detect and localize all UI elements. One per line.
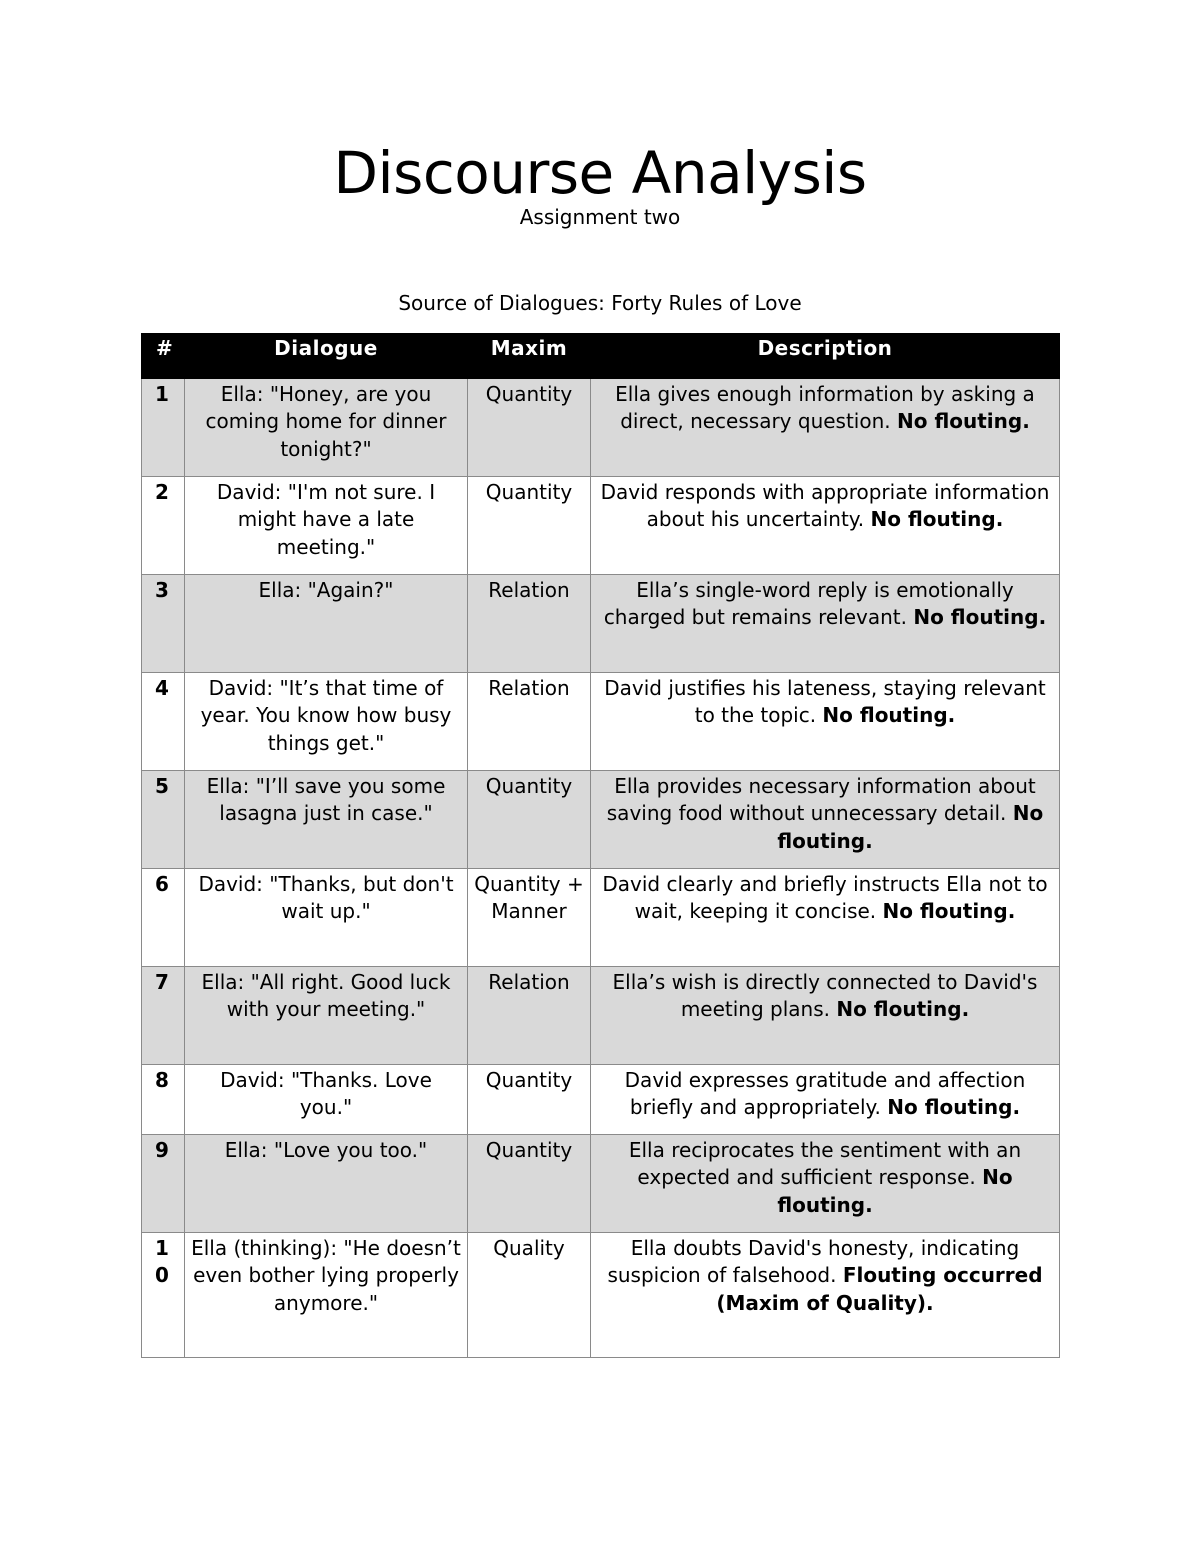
row-number: 9: [142, 1135, 185, 1233]
table-header-row: [142, 334, 1060, 379]
table-row: [142, 575, 1060, 673]
verdict-text: No flouting.: [882, 899, 1016, 924]
row-dialogue: Ella: "Love you too.": [185, 1135, 468, 1233]
table-row: [142, 379, 1060, 477]
row-maxim: Relation: [468, 575, 591, 673]
table-row: [142, 967, 1060, 1065]
row-description: [591, 967, 1060, 1065]
row-dialogue: David: "It’s that time of year. You know how busy things get.": [185, 673, 468, 771]
row-dialogue: David: "Thanks, but don't wait up.": [185, 869, 468, 967]
row-number: 10: [142, 1233, 185, 1358]
row-maxim: Quantity: [468, 1135, 591, 1233]
description-text: Ella doubts David's honesty, indicating suspicion of falsehood.: [607, 1236, 1020, 1288]
description-text: Ella’s wish is directly connected to David's meeting plans.: [612, 970, 1038, 1022]
row-number: 7: [142, 967, 185, 1065]
row-dialogue: Ella (thinking): "He doesn’t even bother lying properly anymore.": [185, 1233, 468, 1358]
row-dialogue: David: "Thanks. Love you.": [185, 1065, 468, 1135]
row-number: 3: [142, 575, 185, 673]
header-number: #: [142, 334, 185, 379]
row-number: 5: [142, 771, 185, 869]
row-description: [591, 869, 1060, 967]
header-description: Description: [591, 334, 1060, 379]
row-description: [591, 1065, 1060, 1135]
row-description: [591, 673, 1060, 771]
row-number: 1: [142, 379, 185, 477]
document-title: Discourse Analysis: [333, 139, 867, 207]
row-description: [591, 1135, 1060, 1233]
row-maxim: Relation: [468, 673, 591, 771]
document-subtitle: Assignment two: [519, 205, 681, 229]
header-dialogue: Dialogue: [185, 334, 468, 379]
table-row: [142, 771, 1060, 869]
verdict-text: No flouting.: [913, 605, 1047, 630]
row-maxim: Quantity: [468, 771, 591, 869]
verdict-text: No flouting.: [777, 1165, 1013, 1217]
row-maxim: Relation: [468, 967, 591, 1065]
verdict-text: No flouting.: [870, 507, 1004, 532]
description-text: Ella gives enough information by asking a direct, necessary question.: [615, 382, 1035, 434]
verdict-text: No flouting.: [836, 997, 970, 1022]
row-maxim: Quantity: [468, 477, 591, 575]
description-text: David expresses gratitude and affection briefly and appropriately.: [624, 1068, 1026, 1120]
row-number: 8: [142, 1065, 185, 1135]
row-dialogue: David: "I'm not sure. I might have a late meeting.": [185, 477, 468, 575]
description-text: Ella’s single-word reply is emotionally charged but remains relevant.: [603, 578, 1014, 630]
row-description: [591, 477, 1060, 575]
row-number: 4: [142, 673, 185, 771]
header-maxim: Maxim: [468, 334, 591, 379]
description-text: Ella reciprocates the sentiment with an expected and sufficient response.: [628, 1138, 1022, 1190]
verdict-text: No flouting.: [897, 409, 1030, 434]
verdict-text: No flouting.: [777, 801, 1044, 853]
table-row: [142, 869, 1060, 967]
row-maxim: Quantity: [468, 1065, 591, 1135]
verdict-text: No flouting.: [822, 703, 956, 728]
row-dialogue: Ella: "All right. Good luck with your meeting.": [185, 967, 468, 1065]
verdict-text: Flouting occurred (Maxim of Quality).: [716, 1263, 1043, 1315]
verdict-text: No flouting.: [887, 1095, 1021, 1120]
table-row: [142, 1065, 1060, 1135]
row-maxim: Quantity + Manner: [468, 869, 591, 967]
row-dialogue: Ella: "I’ll save you some lasagna just in case.": [185, 771, 468, 869]
table-row: [142, 1233, 1060, 1358]
row-maxim: Quantity: [468, 379, 591, 477]
row-description: [591, 771, 1060, 869]
row-description: [591, 575, 1060, 673]
table-row: [142, 477, 1060, 575]
row-description: [591, 379, 1060, 477]
row-number: 6: [142, 869, 185, 967]
row-number: 2: [142, 477, 185, 575]
description-text: David justifies his lateness, staying relevant to the topic.: [604, 676, 1046, 728]
row-maxim: Quality: [468, 1233, 591, 1358]
description-text: Ella provides necessary information about saving food without unnecessary detail.: [606, 774, 1036, 826]
description-text: David clearly and briefly instructs Ella not to wait, keeping it concise.: [602, 872, 1048, 924]
description-text: David responds with appropriate information about his uncertainty.: [600, 480, 1050, 532]
maxims-table: [141, 333, 1060, 1358]
row-dialogue: Ella: "Again?": [185, 575, 468, 673]
row-description: [591, 1233, 1060, 1358]
source-line: Source of Dialogues: Forty Rules of Love: [398, 291, 802, 315]
table-row: [142, 673, 1060, 771]
table-row: [142, 1135, 1060, 1233]
row-dialogue: Ella: "Honey, are you coming home for dinner tonight?": [185, 379, 468, 477]
